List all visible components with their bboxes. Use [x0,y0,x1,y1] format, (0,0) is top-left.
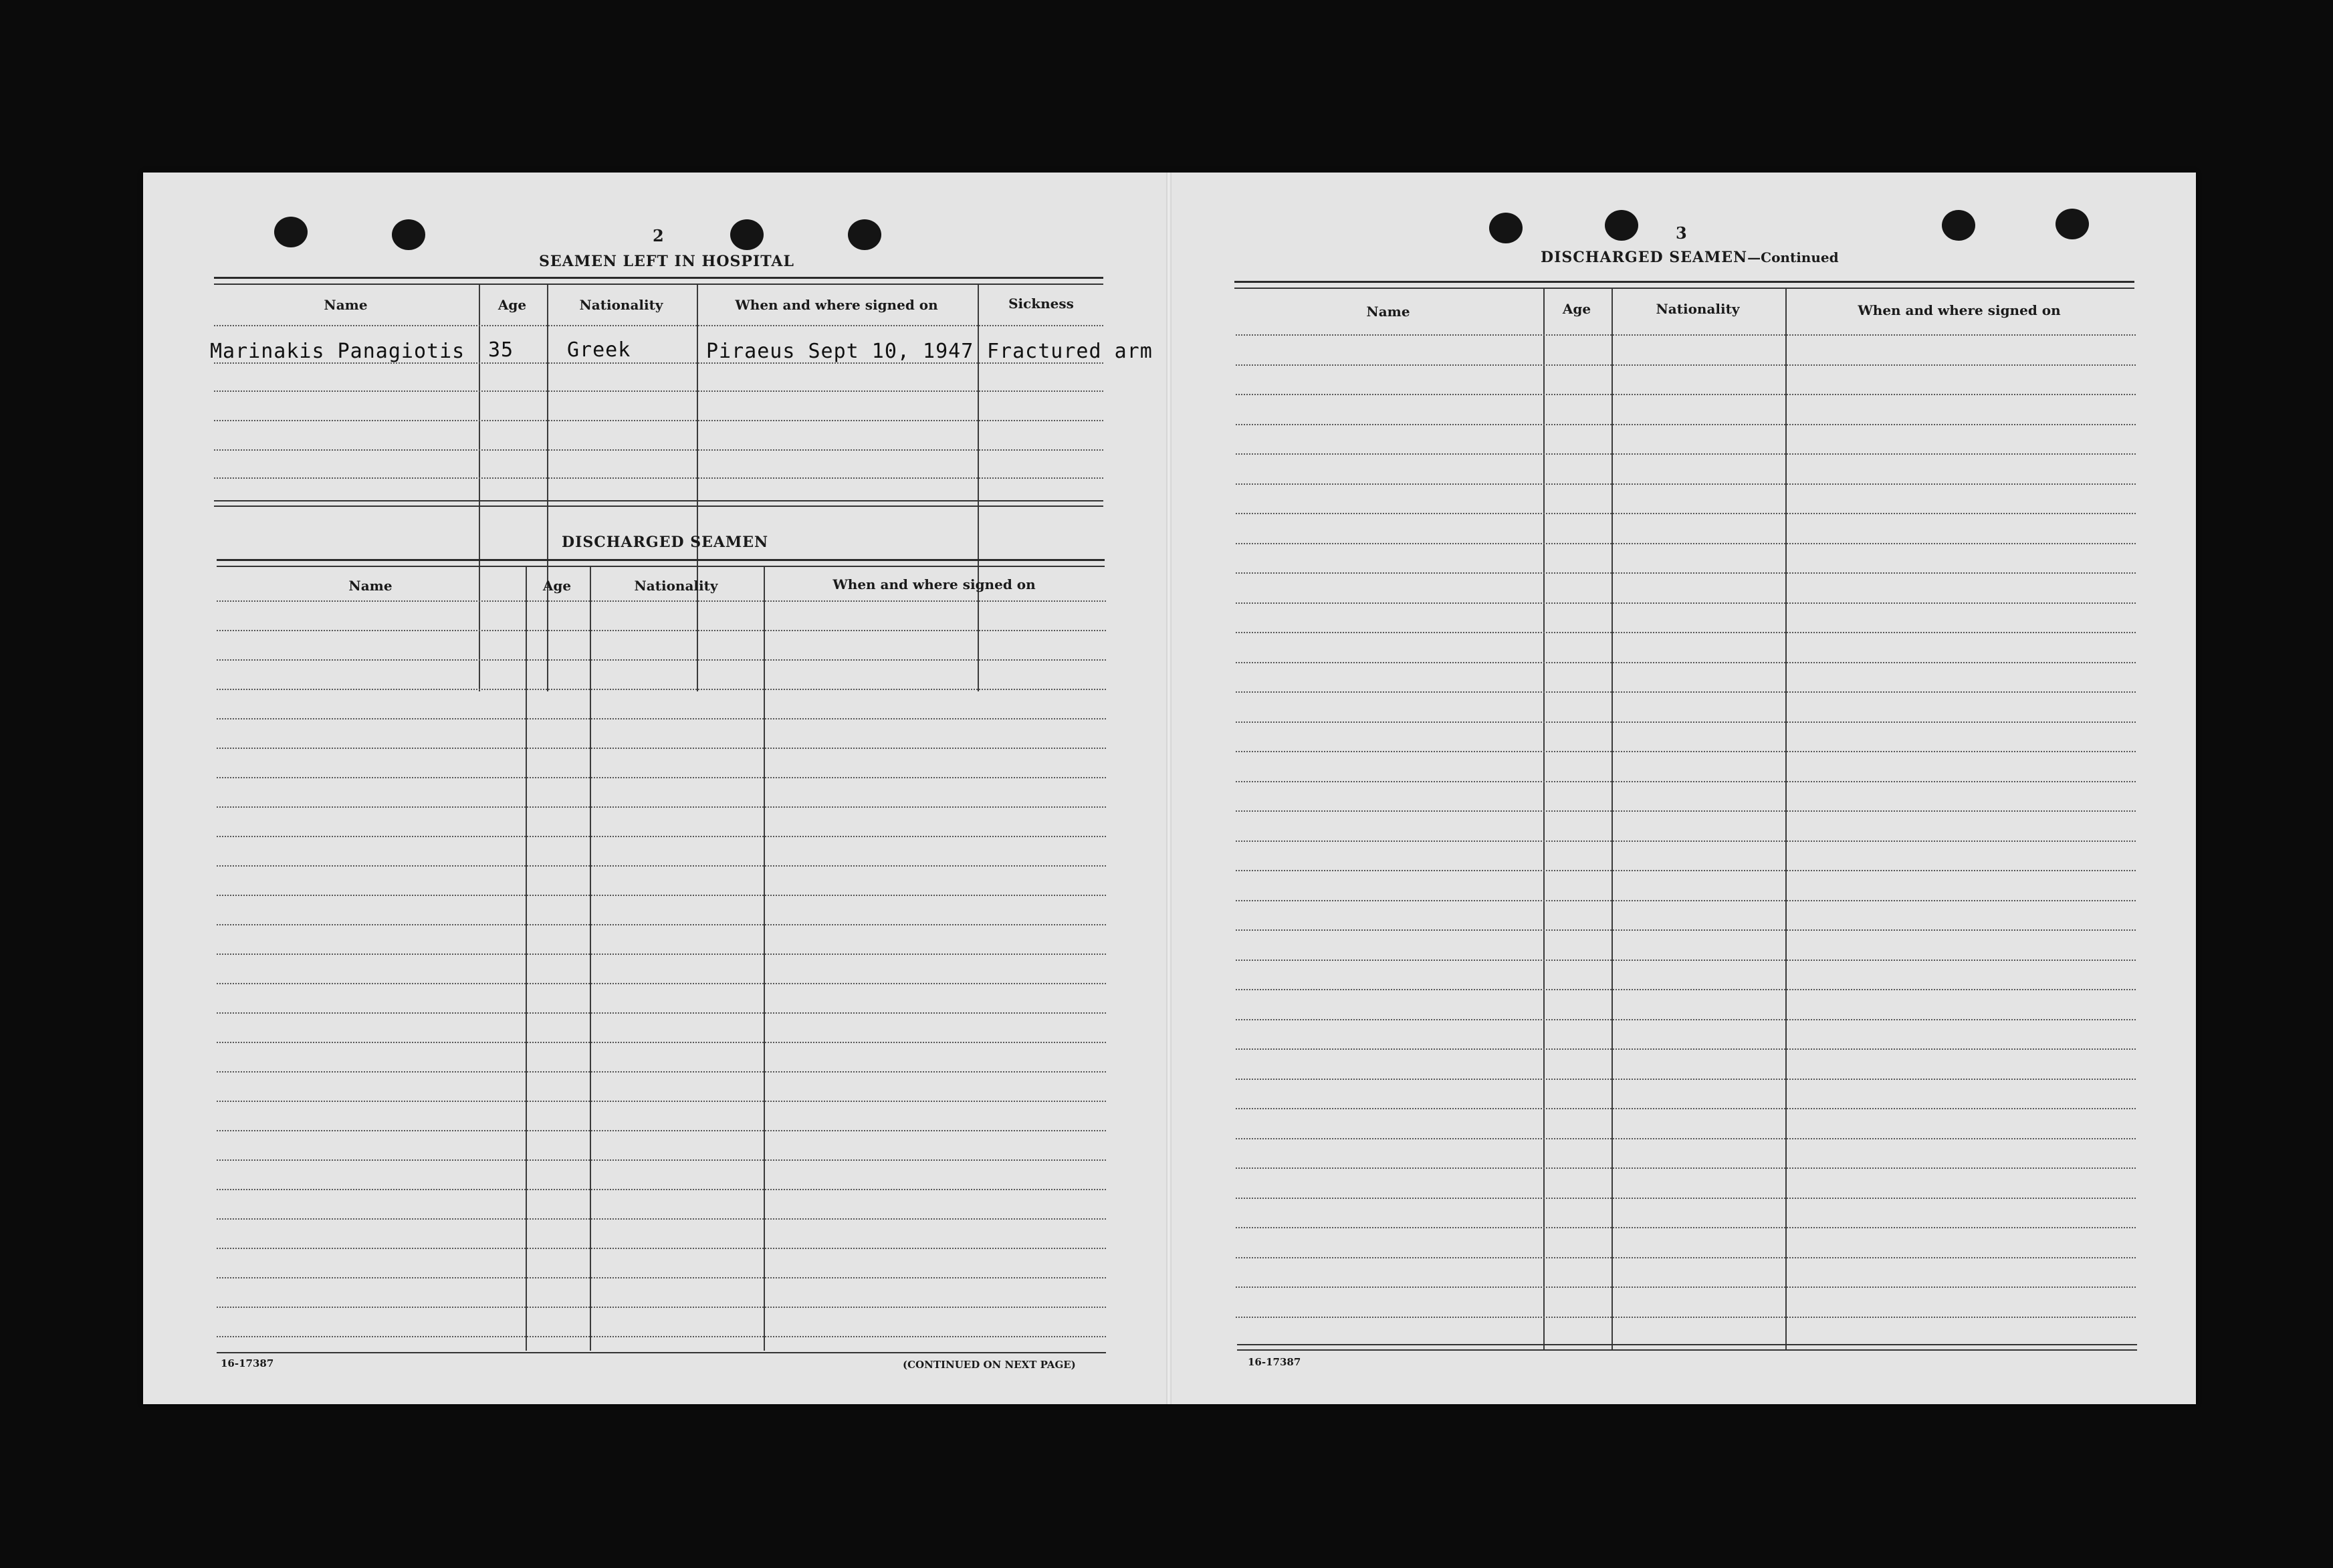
table-row [1236,841,2136,842]
table-row [1236,900,2136,901]
table-row [217,777,1106,778]
section-bottom-rule [214,506,1103,507]
table-row [1236,1108,2136,1109]
page-number: 3 [1676,223,1687,243]
table-row [1236,1019,2136,1020]
table-row [1236,721,2136,723]
table-row [1236,1257,2136,1258]
punch-hole [392,219,425,250]
table-row [217,983,1106,984]
table-row [217,836,1106,837]
table-row [1236,483,2136,485]
table-row [217,1218,1106,1220]
table-row [1236,1079,2136,1080]
punch-hole [1942,210,1975,241]
column-header-sickness: Sickness [1008,296,1074,312]
table-row [1236,1138,2136,1139]
table-row [1236,1198,2136,1199]
punch-hole [2056,209,2089,239]
table-row [1236,424,2136,425]
table-row [217,1248,1106,1249]
table-row [217,1071,1106,1073]
table-row [1236,1286,2136,1288]
table-row [1236,929,2136,931]
table-top-rule [1234,288,2134,289]
table-row [217,1307,1106,1308]
column-header-age: Age [542,578,572,594]
table-row [1236,334,2136,336]
table-row [1236,1317,2136,1318]
table-row [214,390,1103,392]
column-header-nationality: Nationality [634,578,718,594]
column-divider [526,567,527,1351]
table-row [1236,1227,2136,1228]
title-text: DISCHARGED SEAMEN [1541,249,1748,266]
table-row [217,1336,1106,1337]
hospital-entry-nationality: Greek [567,338,631,362]
table-row [217,630,1106,631]
column-header-name: Name [1366,304,1410,320]
column-header-nationality: Nationality [1656,301,1740,317]
column-header-signed-on: When and where signed on [735,297,938,313]
table-row [217,1277,1106,1278]
column-divider [1543,289,1545,1349]
table-top-rule [1234,281,2134,283]
table-row [217,1012,1106,1014]
table-row [1236,810,2136,812]
table-top-rule [214,277,1103,279]
column-divider [764,567,765,1351]
form-number: 16-17387 [221,1357,274,1369]
table-row [1236,691,2136,693]
table-row [214,325,1103,326]
table-row [217,600,1106,602]
table-row [217,689,1106,690]
table-top-rule [217,566,1105,567]
table-row [214,420,1103,421]
table-row [217,924,1106,925]
table-row [1236,453,2136,455]
table-row [1236,989,2136,990]
hospital-entry-age: 35 [488,338,514,362]
table-row [1236,751,2136,752]
table-row [1236,602,2136,604]
table-top-rule [217,559,1105,561]
table-bottom-rule [1237,1349,2137,1351]
column-header-signed-on: When and where signed on [832,576,1036,592]
hospital-entry-signed-on: Piraeus Sept 10, 1947 [706,340,974,363]
table-row [1236,1048,2136,1050]
hospital-entry-name: Marinakis Panagiotis [210,340,465,363]
table-row [1236,781,2136,782]
table-row [217,895,1106,896]
table-row [217,1159,1106,1161]
table-row [1236,572,2136,574]
punch-hole [1489,213,1523,243]
section-title-hospital: SEAMEN LEFT IN HOSPITAL [539,253,794,270]
punch-hole [274,217,308,247]
table-row [217,1189,1106,1190]
table-row [217,748,1106,749]
punch-hole [730,219,764,250]
table-row [1236,364,2136,366]
table-row [217,718,1106,719]
table-bottom-rule [217,1352,1106,1353]
table-row [214,449,1103,451]
register-sheet [143,173,2196,1404]
form-number: 16-17387 [1248,1356,1301,1368]
column-header-nationality: Nationality [579,297,663,313]
continued-note: (CONTINUED ON NEXT PAGE) [903,1359,1076,1371]
page-number: 2 [653,226,664,245]
column-header-age: Age [1562,301,1591,317]
table-row [217,1101,1106,1102]
table-row [217,1130,1106,1131]
punch-hole [848,219,881,250]
section-title-discharged-continued [1541,249,1839,266]
table-row [1236,632,2136,633]
hospital-entry-sickness: Fractured arm [987,340,1153,363]
table-row [1236,543,2136,544]
table-row [217,659,1106,661]
column-divider [1785,289,1787,1349]
section-title-discharged: DISCHARGED SEAMEN [562,534,769,551]
title-suffix: —Continued [1747,249,1839,265]
table-row [1236,960,2136,961]
table-row [1236,870,2136,871]
table-bottom-rule [1237,1344,2137,1345]
table-row [1236,394,2136,395]
column-divider [590,567,591,1351]
table-row [1236,1167,2136,1169]
column-header-signed-on: When and where signed on [1858,302,2061,318]
table-row [217,1042,1106,1043]
table-row [1236,513,2136,514]
table-row [1236,662,2136,663]
table-row [217,865,1106,867]
table-row [217,806,1106,808]
page-gutter [1166,173,1172,1404]
section-bottom-rule [214,500,1103,501]
column-header-name: Name [348,578,393,594]
table-row [214,477,1103,479]
column-header-age: Age [497,297,527,313]
punch-hole [1605,210,1638,241]
column-header-name: Name [324,297,368,313]
table-row [217,954,1106,955]
table-top-rule [214,284,1103,285]
column-divider [1612,289,1613,1349]
